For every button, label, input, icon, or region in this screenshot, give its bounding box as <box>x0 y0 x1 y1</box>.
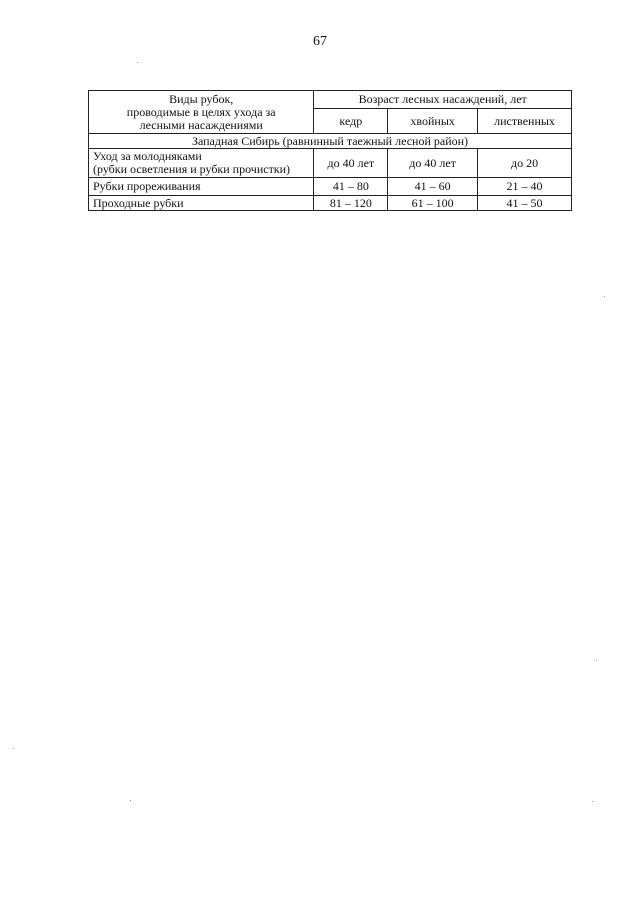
header-species-cedar: кедр <box>314 109 388 134</box>
cell-coniferous-age: 41 – 60 <box>388 178 478 196</box>
header-stand-age: Возраст лесных насаждений, лет <box>314 91 572 109</box>
scan-speck <box>604 296 605 297</box>
header-kinds-line-1: Виды рубок, <box>169 91 234 106</box>
row-name-line-2: (рубки осветления и рубки прочистки) <box>93 162 291 176</box>
cell-deciduous-age: 41 – 50 <box>478 196 572 211</box>
row-name-line-1: Уход за молодняками <box>93 149 202 163</box>
scan-speck <box>596 660 597 661</box>
table-row <box>89 196 572 211</box>
forest-care-felling-table <box>88 90 572 211</box>
header-kinds-line-2: проводимые в целях ухода за <box>126 104 276 119</box>
row-felling-name: Проходные рубки <box>89 196 314 211</box>
cell-cedar-age: до 40 лет <box>314 149 388 178</box>
page-number: 67 <box>313 34 327 49</box>
cell-coniferous-age: 61 – 100 <box>388 196 478 211</box>
region-label: Западная Сибирь (равнинный таежный лесной район) <box>89 134 572 149</box>
scan-speck <box>137 62 138 63</box>
table-row <box>89 178 572 196</box>
cell-deciduous-age: 21 – 40 <box>478 178 572 196</box>
row-felling-name <box>89 149 314 178</box>
row-felling-name: Рубки прореживания <box>89 178 314 196</box>
table-row <box>89 149 572 178</box>
header-row-age <box>89 91 572 109</box>
cell-coniferous-age: до 40 лет <box>388 149 478 178</box>
scan-speck <box>592 801 593 802</box>
header-felling-kinds <box>89 91 314 134</box>
cell-cedar-age: 41 – 80 <box>314 178 388 196</box>
header-species-deciduous: лиственных <box>478 109 572 134</box>
cell-deciduous-age: до 20 <box>478 149 572 178</box>
region-row <box>89 134 572 149</box>
cell-cedar-age: 81 – 120 <box>314 196 388 211</box>
header-kinds-line-3: лесными насаждениями <box>139 117 263 132</box>
scan-speck <box>130 800 131 801</box>
header-species-coniferous: хвойных <box>388 109 478 134</box>
scan-speck <box>13 748 14 749</box>
